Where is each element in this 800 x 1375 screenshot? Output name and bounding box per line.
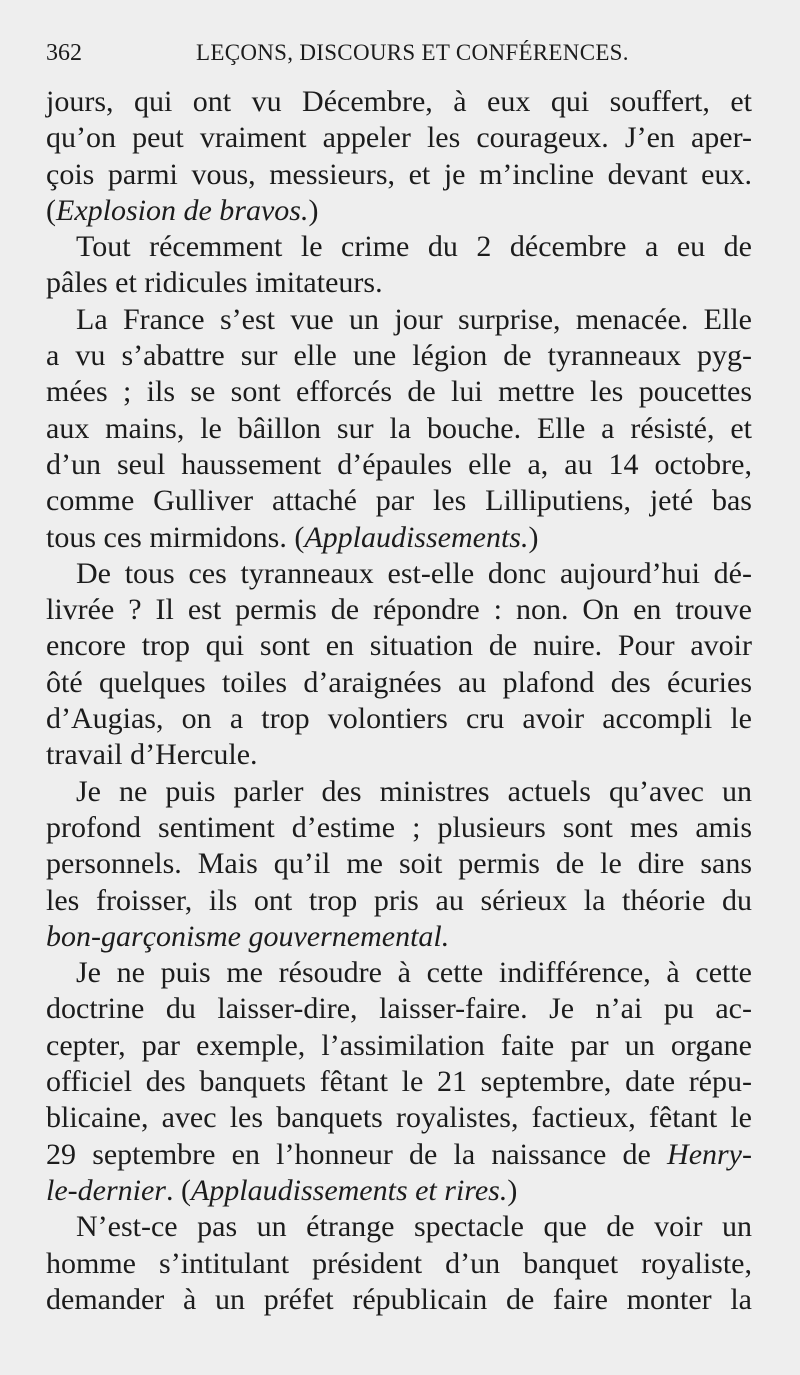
text-span: 29 septembre en l’honneur de la naissance de (46, 1137, 668, 1171)
text-line (46, 411, 752, 447)
text-line (46, 737, 752, 773)
text-span: . ( (165, 1173, 191, 1207)
text-line (46, 1137, 752, 1173)
paragraph (46, 774, 752, 955)
text-span: travail d’Hercule. (46, 738, 258, 772)
text-span: N’est-ce pas un étrange spectacle que de voir un (76, 1210, 752, 1244)
text-span: ) (507, 1173, 518, 1207)
text-span: d’Augias, on a trop volontiers cru avoir accompli le (46, 702, 752, 736)
text-line (46, 157, 752, 193)
text-line (46, 84, 752, 120)
text-line (46, 628, 752, 664)
text-span: La France s’est vue un jour surprise, menacée. Elle (76, 302, 752, 336)
text-span: livrée ? Il est permis de répondre : non. On en trouve (46, 593, 752, 627)
text-span: personnels. Mais qu’il me soit permis de le dire sans (46, 847, 752, 881)
text-line (46, 447, 752, 483)
text-line (46, 265, 752, 301)
italic-text: Explosion de bravos. (56, 193, 309, 227)
text-span: ôté quelques toiles d’araignées au plafond des écuries (46, 665, 752, 699)
text-span: les froisser, ils ont trop pris au sérieux la théorie du (46, 883, 752, 917)
page-header (46, 38, 754, 74)
text-span: a vu s’abattre sur elle une légion de tyranneaux pyg- (46, 339, 752, 373)
text-span: tous ces mirmidons. ( (46, 520, 305, 554)
text-line (46, 955, 752, 991)
text-span: demander à un préfet républicain de faire monter la (46, 1282, 752, 1316)
text-span: profond sentiment d’estime ; plusieurs sont mes amis (46, 810, 752, 844)
text-span: Tout récemment le crime du 2 décembre a eu de (76, 230, 752, 264)
text-span: blicaine, avec les banquets royalistes, factieux, fêtant le (46, 1101, 752, 1135)
text-line (46, 1246, 752, 1282)
text-line (46, 1028, 752, 1064)
text-span: Je ne puis me résoudre à cette indifférence, à cette (76, 956, 752, 990)
text-line (46, 1173, 752, 1209)
paragraph (46, 955, 752, 1209)
text-line (46, 556, 752, 592)
text-span: ) (308, 193, 319, 227)
text-line (46, 991, 752, 1027)
italic-text: Applaudissements et rires. (190, 1173, 508, 1207)
text-span: d’un seul haussement d’épaules elle a, au 14 octobre, (46, 447, 752, 481)
text-span: officiel des banquets fêtant le 21 septembre, date répu- (46, 1065, 752, 1099)
text-span: doctrine du laisser-dire, laisser-faire. Je n’ai pu ac- (46, 992, 752, 1026)
italic-text: bon-garçonisme gouvernemental. (46, 919, 450, 953)
text-span: aux mains, le bâillon sur la bouche. Elle a résisté, et (46, 411, 752, 445)
text-line (46, 229, 752, 265)
text-line (46, 120, 752, 156)
text-span: pâles et ridicules imitateurs. (46, 266, 383, 300)
text-span: çois parmi vous, messieurs, et je m’incline devant eux. (46, 157, 752, 191)
text-span: cepter, par exemple, l’assimilation faite par un organe (46, 1028, 752, 1062)
text-span: ) (528, 520, 539, 554)
running-head: LEÇONS, DISCOURS ET CONFÉRENCES. (196, 40, 629, 65)
paragraph (46, 84, 752, 229)
paragraph (46, 229, 752, 302)
text-line (46, 1282, 752, 1318)
text-span: Je ne puis parler des ministres actuels qu’avec un (76, 774, 752, 808)
text-line (46, 1100, 752, 1136)
text-span: jours, qui ont vu Décembre, à eux qui souffert, et (46, 85, 752, 118)
text-line (46, 665, 752, 701)
text-line (46, 374, 752, 410)
italic-text: le-dernier (46, 1173, 166, 1207)
text-line (46, 1209, 752, 1245)
text-line (46, 302, 752, 338)
text-line (46, 193, 752, 229)
text-span: homme s’intitulant président d’un banquet royaliste, (46, 1246, 752, 1280)
text-line (46, 1064, 752, 1100)
text-line (46, 883, 752, 919)
paragraph (46, 556, 752, 774)
text-line (46, 483, 752, 519)
text-span: qu’on peut vraiment appeler les courageux. J’en aper- (46, 121, 752, 155)
text-span: ( (46, 193, 56, 227)
text-line (46, 592, 752, 628)
text-span: mées ; ils se sont efforcés de lui mettre les poucettes (46, 375, 752, 409)
paragraph (46, 302, 752, 556)
page-number: 362 (46, 40, 82, 66)
body-text (46, 84, 752, 1318)
paragraph (46, 1209, 752, 1318)
text-line (46, 774, 752, 810)
italic-text: Henry- (667, 1137, 752, 1171)
text-line (46, 701, 752, 737)
text-line (46, 810, 752, 846)
text-line (46, 520, 752, 556)
text-line (46, 919, 752, 955)
text-span: encore trop qui sont en situation de nuire. Pour avoir (46, 629, 752, 663)
italic-text: Applaudissements. (304, 520, 529, 554)
text-span: De tous ces tyranneaux est-elle donc aujourd’hui dé- (76, 556, 752, 590)
text-line (46, 846, 752, 882)
text-line (46, 338, 752, 374)
text-span: comme Gulliver attaché par les Lilliputiens, jeté bas (46, 484, 752, 518)
